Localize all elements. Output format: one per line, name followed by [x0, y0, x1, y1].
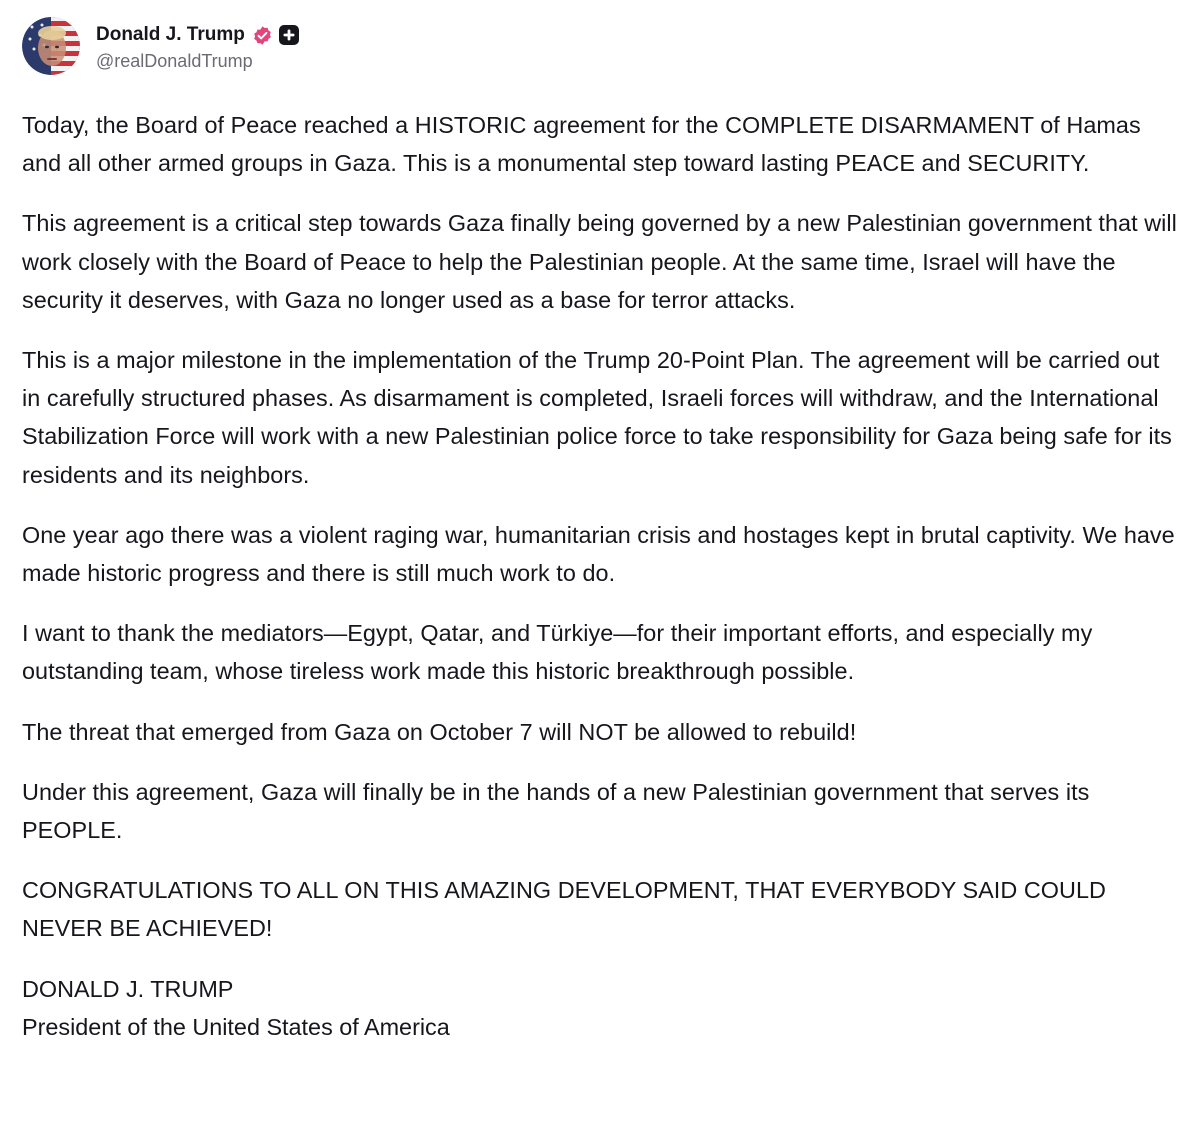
- post-signature: [22, 970, 1182, 1046]
- post-content: [22, 106, 1182, 1046]
- avatar[interactable]: [22, 17, 80, 75]
- author-handle[interactable]: @realDonaldTrump: [96, 51, 253, 71]
- post-header: [22, 14, 299, 78]
- post-paragraph: Today, the Board of Peace reached a HISTORIC agreement for the COMPLETE DISARMAMENT of Hamas and all other armed groups in Gaza. This is a monumental step toward lasting PEACE and SECURITY.: [22, 112, 1141, 177]
- post-paragraph: One year ago there was a violent raging war, humanitarian crisis and hostages kept in brutal captivity. We have made historic progress and there is still much work to do.: [22, 521, 1175, 587]
- signature-name: DONALD J. TRUMP: [22, 975, 234, 1002]
- signature-title: President of the United States of America: [22, 1013, 450, 1040]
- post-paragraph: CONGRATULATIONS TO ALL ON THIS AMAZING DEVELOPMENT, THAT EVERYBODY SAID COULD NEVER BE ACHIEVED!: [22, 877, 1106, 942]
- post-paragraph: This agreement is a critical step towards Gaza finally being governed by a new Palestinian government that will work closely with the Board of Peace to help the Palestinian people. At the same time, Israel will have the security it deserves, with Gaza no longer used as a base for terror attacks.: [22, 210, 1177, 313]
- plus-badge-icon: [279, 25, 299, 45]
- post-paragraph: This is a major milestone in the implementation of the Trump 20-Point Plan. The agreement will be carried out in carefully structured phases. As disarmament is completed, Israeli forces will withdraw, and the International Stabilization Force will work with a new Palestinian police force to take responsibility for Gaza being safe for its residents and its neighbors.: [22, 347, 1172, 488]
- verified-badge-icon: [252, 25, 273, 46]
- post-paragraph: I want to thank the mediators—Egypt, Qatar, and Türkiye—for their important efforts, and especially my outstanding team, whose tireless work made this historic breakthrough possible.: [22, 620, 1093, 685]
- avatar-image: [22, 17, 80, 75]
- post-paragraph: Under this agreement, Gaza will finally be in the hands of a new Palestinian government that serves its PEOPLE.: [22, 778, 1090, 844]
- display-name[interactable]: Donald J. Trump: [96, 24, 245, 45]
- author-identity: [96, 20, 299, 72]
- post-paragraph: The threat that emerged from Gaza on October 7 will NOT be allowed to rebuild!: [22, 718, 857, 745]
- name-row: [96, 20, 299, 50]
